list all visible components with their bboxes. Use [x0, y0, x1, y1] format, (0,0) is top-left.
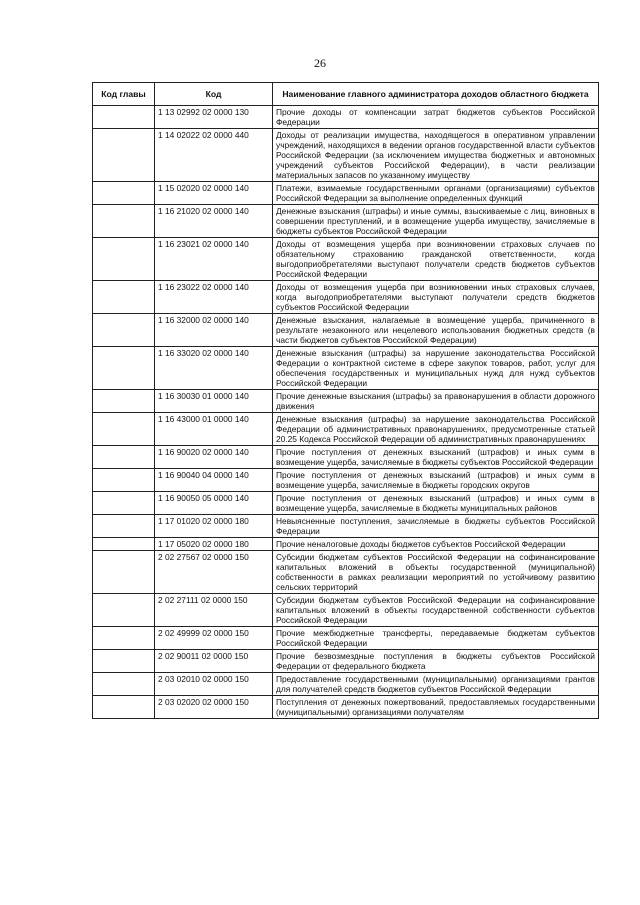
revenue-codes-table	[92, 82, 599, 719]
chapter-code-cell	[93, 673, 155, 696]
table-row	[93, 469, 599, 492]
revenue-code-cell: 1 14 02022 02 0000 440	[155, 129, 273, 182]
revenue-name-cell: Прочие межбюджетные трансферты, передаваемые бюджетам субъектов Российской Федерации	[273, 627, 599, 650]
revenue-name-cell: Денежные взыскания (штрафы) за нарушение законодательства Российской Федерации о контрактной системе в сфере закупок товаров, работ, услуг для обеспечения государственных и муниципальных нужд для нужд субъектов Российской Федерации	[273, 347, 599, 390]
table-row	[93, 106, 599, 129]
table-row	[93, 515, 599, 538]
header-chapter-code: Код главы	[93, 83, 155, 106]
revenue-code-cell: 1 16 23021 02 0000 140	[155, 238, 273, 281]
table-row	[93, 182, 599, 205]
revenue-name-cell: Платежи, взимаемые государственными органами (организациями) субъектов Российской Федерации за выполнение определенных функций	[273, 182, 599, 205]
revenue-name-cell: Денежные взыскания (штрафы) за нарушение законодательства Российской Федерации об административных правонарушениях, предусмотренные статьей 20.25 Кодекса Российской Федерации об административных правонарушениях	[273, 413, 599, 446]
revenue-name-cell: Прочие доходы от компенсации затрат бюджетов субъектов Российской Федерации	[273, 106, 599, 129]
chapter-code-cell	[93, 650, 155, 673]
table-row	[93, 551, 599, 594]
revenue-name-cell: Поступления от денежных пожертвований, предоставляемых государственными (муниципальными) организациями получателям	[273, 696, 599, 719]
chapter-code-cell	[93, 551, 155, 594]
header-code: Код	[155, 83, 273, 106]
revenue-name-cell: Прочие поступления от денежных взысканий (штрафов) и иных сумм в возмещение ущерба, зачисляемые в бюджеты городских округов	[273, 469, 599, 492]
chapter-code-cell	[93, 347, 155, 390]
revenue-name-cell: Прочие поступления от денежных взысканий (штрафов) и иных сумм в возмещение ущерба, зачисляемые в бюджеты муниципальных районов	[273, 492, 599, 515]
revenue-code-cell: 1 16 32000 02 0000 140	[155, 314, 273, 347]
table-row	[93, 627, 599, 650]
revenue-name-cell: Денежные взыскания (штрафы) и иные суммы, взыскиваемые с лиц, виновных в совершении преступлений, и в возмещение ущерба имуществу, зачисляемые в бюджеты субъектов Российской Федерации	[273, 205, 599, 238]
chapter-code-cell	[93, 696, 155, 719]
revenue-code-cell: 2 02 27111 02 0000 150	[155, 594, 273, 627]
revenue-code-cell: 1 16 33020 02 0000 140	[155, 347, 273, 390]
table-row	[93, 347, 599, 390]
revenue-name-cell: Прочие денежные взыскания (штрафы) за правонарушения в области дорожного движения	[273, 390, 599, 413]
revenue-name-cell: Денежные взыскания, налагаемые в возмещение ущерба, причиненного в результате незаконного или нецелевого использования бюджетных средств (в части бюджетов субъектов Российской Федерации)	[273, 314, 599, 347]
header-administrator-name: Наименование главного администратора доходов областного бюджета	[273, 83, 599, 106]
revenue-code-cell: 1 16 21020 02 0000 140	[155, 205, 273, 238]
chapter-code-cell	[93, 538, 155, 551]
revenue-name-cell: Субсидии бюджетам субъектов Российской Федерации на софинансирование капитальных вложений в объекты государственной собственности субъектов Российской Федерации	[273, 594, 599, 627]
chapter-code-cell	[93, 627, 155, 650]
revenue-name-cell: Предоставление государственными (муниципальными) организациями грантов для получателей средств бюджетов субъектов Российской Федерации	[273, 673, 599, 696]
page-number: 26	[314, 56, 326, 70]
revenue-code-cell: 1 16 30030 01 0000 140	[155, 390, 273, 413]
revenue-code-cell: 1 13 02992 02 0000 130	[155, 106, 273, 129]
chapter-code-cell	[93, 515, 155, 538]
revenue-name-cell: Невыясненные поступления, зачисляемые в бюджеты субъектов Российской Федерации	[273, 515, 599, 538]
chapter-code-cell	[93, 413, 155, 446]
table-header-row	[93, 83, 599, 106]
revenue-name-cell: Прочие безвозмездные поступления в бюджеты субъектов Российской Федерации от федерального бюджета	[273, 650, 599, 673]
chapter-code-cell	[93, 182, 155, 205]
table-body	[93, 106, 599, 719]
table-row	[93, 696, 599, 719]
revenue-name-cell: Доходы от возмещения ущерба при возникновении иных страховых случаев, когда выгодоприобретателями выступают получатели средств бюджетов субъектов Российской Федерации	[273, 281, 599, 314]
table-row	[93, 314, 599, 347]
table-row	[93, 129, 599, 182]
table-row	[93, 594, 599, 627]
revenue-name-cell: Субсидии бюджетам субъектов Российской Федерации на софинансирование капитальных вложений в объекты государственной (муниципальной) собственности в рамках реализации мероприятий по устойчивому развитию сельских территорий	[273, 551, 599, 594]
chapter-code-cell	[93, 106, 155, 129]
table-row	[93, 238, 599, 281]
revenue-code-cell: 1 16 90020 02 0000 140	[155, 446, 273, 469]
chapter-code-cell	[93, 205, 155, 238]
revenue-name-cell: Прочие неналоговые доходы бюджетов субъектов Российской Федерации	[273, 538, 599, 551]
table-row	[93, 281, 599, 314]
table-row	[93, 492, 599, 515]
revenue-name-cell: Доходы от возмещения ущерба при возникновении страховых случаев по обязательному страхованию гражданской ответственности, когда выгодоприобретателями выступают получатели средств бюджетов субъектов Российской Федерации	[273, 238, 599, 281]
revenue-code-cell: 2 02 90011 02 0000 150	[155, 650, 273, 673]
chapter-code-cell	[93, 314, 155, 347]
table-row	[93, 413, 599, 446]
revenue-code-cell: 2 02 49999 02 0000 150	[155, 627, 273, 650]
revenue-code-cell: 1 16 23022 02 0000 140	[155, 281, 273, 314]
revenue-code-cell: 2 03 02010 02 0000 150	[155, 673, 273, 696]
chapter-code-cell	[93, 129, 155, 182]
table-row	[93, 538, 599, 551]
chapter-code-cell	[93, 446, 155, 469]
table-row	[93, 390, 599, 413]
chapter-code-cell	[93, 281, 155, 314]
chapter-code-cell	[93, 469, 155, 492]
revenue-code-cell: 2 03 02020 02 0000 150	[155, 696, 273, 719]
revenue-code-cell: 1 15 02020 02 0000 140	[155, 182, 273, 205]
revenue-name-cell: Доходы от реализации имущества, находящегося в оперативном управлении учреждений, находящихся в ведении органов государственной власти субъектов Российской Федерации (за исключением имущества бюджетных и автономных учреждений субъектов Российской Федерации), в части реализации материальных запасов по указанному имуществу	[273, 129, 599, 182]
chapter-code-cell	[93, 390, 155, 413]
table-row	[93, 650, 599, 673]
chapter-code-cell	[93, 238, 155, 281]
chapter-code-cell	[93, 492, 155, 515]
revenue-code-cell: 2 02 27567 02 0000 150	[155, 551, 273, 594]
table-row	[93, 673, 599, 696]
table-row	[93, 446, 599, 469]
revenue-name-cell: Прочие поступления от денежных взысканий (штрафов) и иных сумм в возмещение ущерба, зачисляемые в бюджеты субъектов Российской Федерации	[273, 446, 599, 469]
revenue-code-cell: 1 16 90050 05 0000 140	[155, 492, 273, 515]
revenue-code-cell: 1 17 01020 02 0000 180	[155, 515, 273, 538]
revenue-code-cell: 1 16 43000 01 0000 140	[155, 413, 273, 446]
revenue-code-cell: 1 17 05020 02 0000 180	[155, 538, 273, 551]
chapter-code-cell	[93, 594, 155, 627]
table-row	[93, 205, 599, 238]
revenue-code-cell: 1 16 90040 04 0000 140	[155, 469, 273, 492]
